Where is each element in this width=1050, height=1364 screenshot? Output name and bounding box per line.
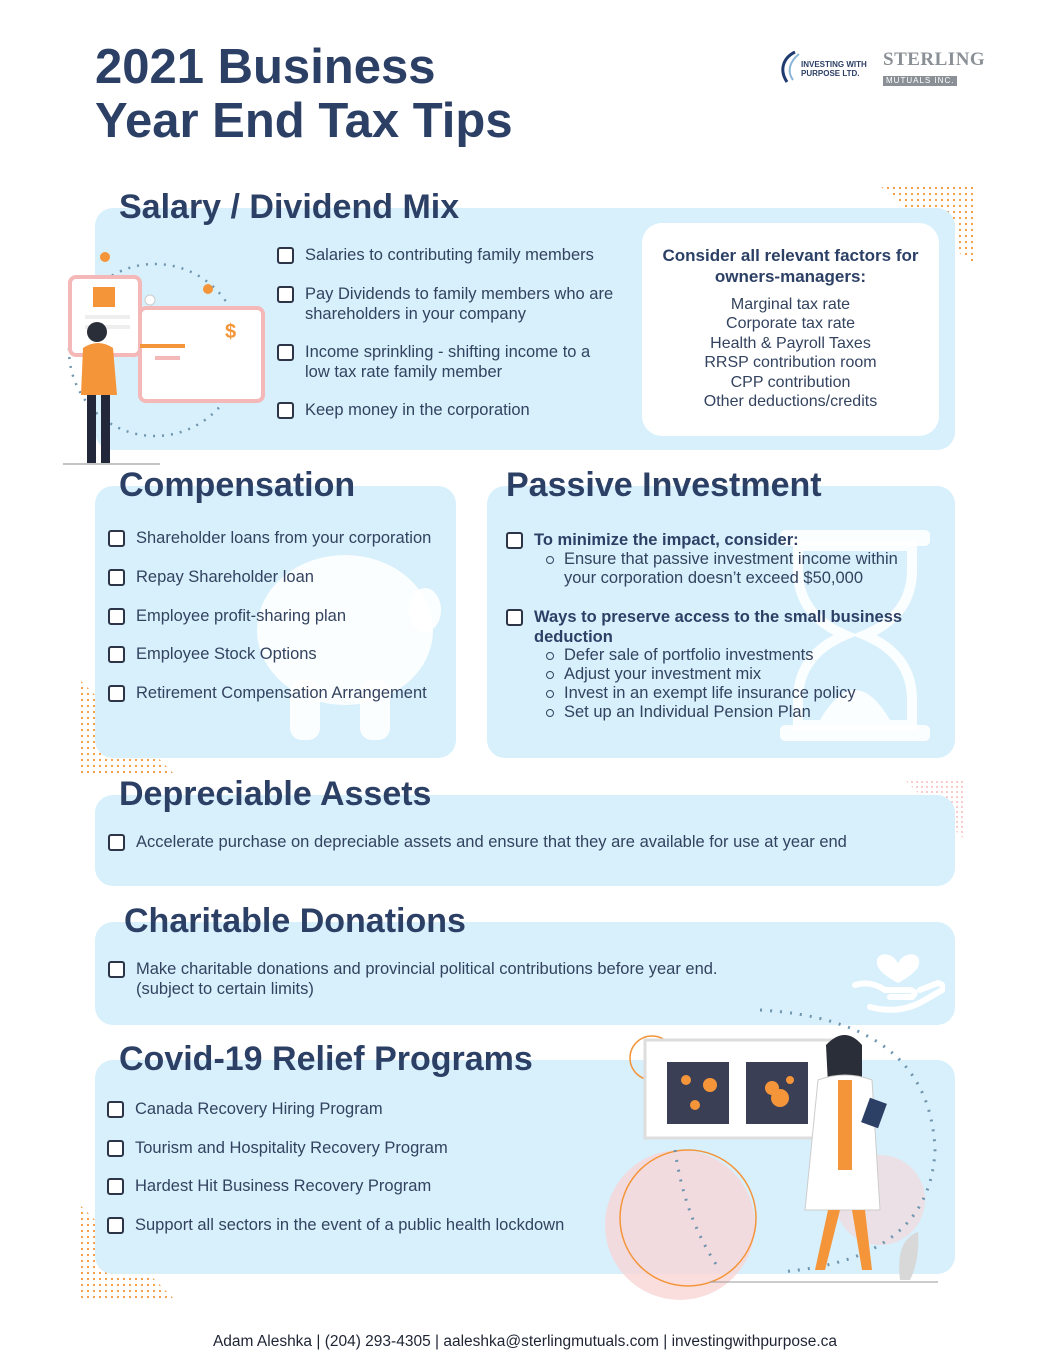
factors-card	[642, 223, 939, 436]
checklist-item[interactable]: Employee profit-sharing plan	[108, 606, 453, 626]
list-item: Adjust your investment mix	[544, 665, 924, 684]
checkbox-icon[interactable]	[108, 961, 125, 978]
checkbox-icon[interactable]	[108, 646, 125, 663]
list-item: Ensure that passive investment income within your corporation doesn’t exceed $50,000	[544, 550, 924, 589]
svg-text:$: $	[225, 321, 237, 343]
checklist-item[interactable]: Income sprinkling - shifting income to a low tax rate family member	[277, 342, 617, 382]
checkbox-icon[interactable]	[277, 286, 294, 303]
list-item: Set up an Individual Pension Plan	[544, 703, 924, 722]
list-item: Defer sale of portfolio investments	[544, 646, 924, 665]
checkbox-icon[interactable]	[107, 1217, 124, 1234]
logos	[775, 48, 986, 88]
section-heading-compensation: Compensation	[119, 466, 356, 504]
checklist-item[interactable]: Ways to preserve access to the small business deduction	[506, 607, 926, 647]
person-documents-illustration	[55, 250, 275, 465]
section-heading-charitable: Charitable Donations	[124, 902, 466, 940]
factors-list: Marginal tax rate Corporate tax rate Health & Payroll Taxes RRSP contribution room CPP contribution Other deductions/credits	[703, 296, 878, 411]
section-heading-covid: Covid-19 Relief Programs	[119, 1040, 533, 1078]
checkbox-icon[interactable]	[277, 247, 294, 264]
checklist-item[interactable]: Make charitable donations and provincial political contributions before year end. (subject to certain limits)	[108, 959, 848, 999]
checklist-item[interactable]: Keep money in the corporation	[277, 400, 617, 420]
checklist-item[interactable]: Repay Shareholder loan	[108, 567, 453, 587]
section-heading-depreciable: Depreciable Assets	[119, 775, 432, 813]
checkbox-icon[interactable]	[277, 402, 294, 419]
investing-with-purpose-logo: INVESTING WITH PURPOSE LTD.	[775, 48, 875, 86]
checklist-item[interactable]: Shareholder loans from your corporation	[108, 528, 453, 548]
checkbox-icon[interactable]	[107, 1101, 124, 1118]
checkbox-icon[interactable]	[506, 609, 523, 626]
section-heading-passive: Passive Investment	[506, 466, 822, 504]
footer-contact: Adam Aleshka | (204) 293-4305 | aaleshka@sterlingmutuals.com | investingwithpurpose.ca	[212, 1333, 838, 1350]
checklist-item[interactable]: Salaries to contributing family members	[277, 245, 617, 265]
checklist-item[interactable]: Accelerate purchase on depreciable assets and ensure that they are available for use at year end	[108, 832, 928, 852]
piggy-bank-icon	[250, 520, 450, 750]
checkbox-icon[interactable]	[108, 608, 125, 625]
doctor-illustration	[600, 1000, 945, 1300]
sterling-mutuals-logo: STERLING MUTUALS INC.	[883, 49, 986, 85]
checkbox-icon[interactable]	[107, 1178, 124, 1195]
checkbox-icon[interactable]	[107, 1140, 124, 1157]
checkbox-icon[interactable]	[108, 834, 125, 851]
checklist-item[interactable]: Retirement Compensation Arrangement	[108, 683, 453, 703]
checklist-item[interactable]: Pay Dividends to family members who are shareholders in your company	[277, 284, 617, 324]
checkbox-icon[interactable]	[108, 685, 125, 702]
checklist-item[interactable]: Hardest Hit Business Recovery Program	[107, 1176, 607, 1196]
list-item: Invest in an exempt life insurance policy	[544, 684, 924, 703]
checklist-item[interactable]: Canada Recovery Hiring Program	[107, 1099, 607, 1119]
checkbox-icon[interactable]	[277, 344, 294, 361]
checkbox-icon[interactable]	[506, 532, 523, 549]
checkbox-icon[interactable]	[108, 569, 125, 586]
checkbox-icon[interactable]	[108, 530, 125, 547]
checklist-item[interactable]: Support all sectors in the event of a public health lockdown	[107, 1215, 607, 1235]
factors-heading: Consider all relevant factors for owners-managers:	[662, 246, 919, 286]
page-title: 2021 Business Year End Tax Tips	[95, 40, 513, 148]
checklist-item[interactable]: Tourism and Hospitality Recovery Program	[107, 1138, 607, 1158]
section-heading-salary: Salary / Dividend Mix	[119, 188, 460, 226]
checklist-item[interactable]: To minimize the impact, consider:	[506, 530, 926, 550]
checklist-item[interactable]: Employee Stock Options	[108, 644, 453, 664]
